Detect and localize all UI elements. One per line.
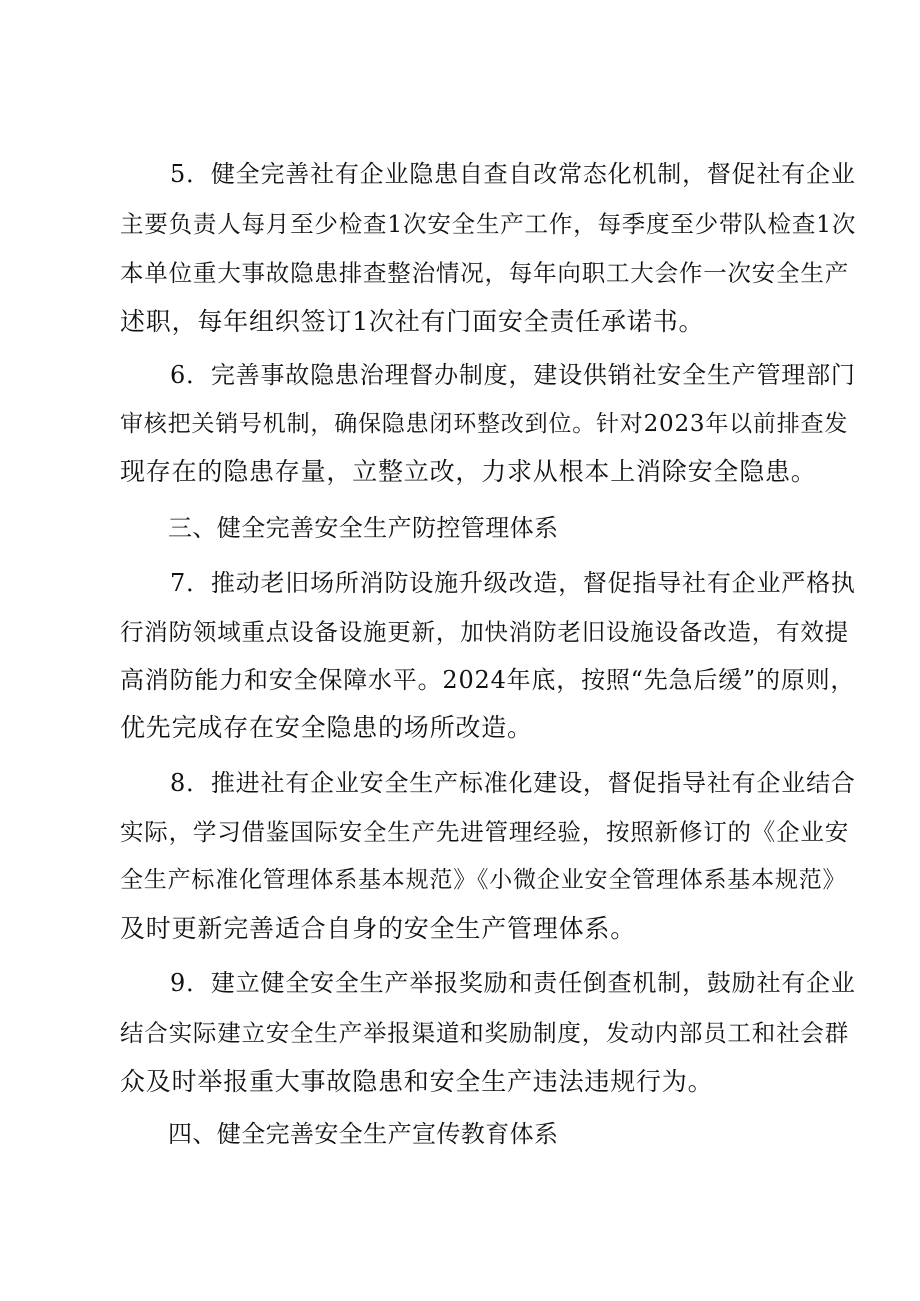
paragraph-line: 全生产标准化管理体系基本规范》《小微企业安全管理体系基本规范》 xyxy=(120,867,847,893)
paragraph-line: 6．完善事故隐患治理督办制度，建设供销社安全生产管理部门 xyxy=(170,361,856,389)
paragraph-line: 结合实际建立安全生产举报渠道和奖励制度，发动内部员工和社会群 xyxy=(120,1019,849,1047)
paragraph-line: 优先完成存在安全隐患的场所改造。 xyxy=(120,713,533,742)
paragraph-line: 述职，每年组织签订1次社有门面安全责任承诺书。 xyxy=(120,307,705,336)
section-heading-3: 三、健全完善安全生产防控管理体系 xyxy=(168,514,559,542)
paragraph-line: 本单位重大事故隐患排查整治情况，每年向职工大会作一次安全生产 xyxy=(120,259,849,287)
section-heading-4: 四、健全完善安全生产宣传教育体系 xyxy=(168,1120,559,1148)
paragraph-line: 及时更新完善适合自身的安全生产管理体系。 xyxy=(120,914,637,943)
paragraph-line: 行消防领域重点设备设施更新，加快消防老旧设施设备改造，有效提 xyxy=(120,618,849,646)
paragraph-line: 现存在的隐患存量，立整立改，力求从根本上消除安全隐患。 xyxy=(120,457,817,486)
paragraph-line: 5．健全完善社有企业隐患自查自改常态化机制，督促社有企业 xyxy=(170,160,856,188)
paragraph-line: 9．建立健全安全生产举报奖励和责任倒查机制，鼓励社有企业 xyxy=(170,969,856,997)
paragraph-line: 实际，学习借鉴国际安全生产先进管理经验，按照新修订的《企业安 xyxy=(120,818,849,846)
paragraph-line: 主要负责人每月至少检查1次安全生产工作，每季度至少带队检查1次 xyxy=(120,210,857,238)
paragraph-line: 7．推动老旧场所消防设施升级改造，督促指导社有企业严格执 xyxy=(170,569,856,597)
paragraph-line: 审核把关销号机制，确保隐患闭环整改到位。针对2023年以前排查发 xyxy=(120,411,849,437)
paragraph-line: 众及时举报重大事故隐患和安全生产违法违规行为。 xyxy=(120,1067,714,1096)
paragraph-line: 高消防能力和安全保障水平。2024年底，按照“先急后缓”的原则， xyxy=(120,666,856,694)
paragraph-line: 8．推进社有企业安全生产标准化建设，督促指导社有企业结合 xyxy=(170,769,856,797)
